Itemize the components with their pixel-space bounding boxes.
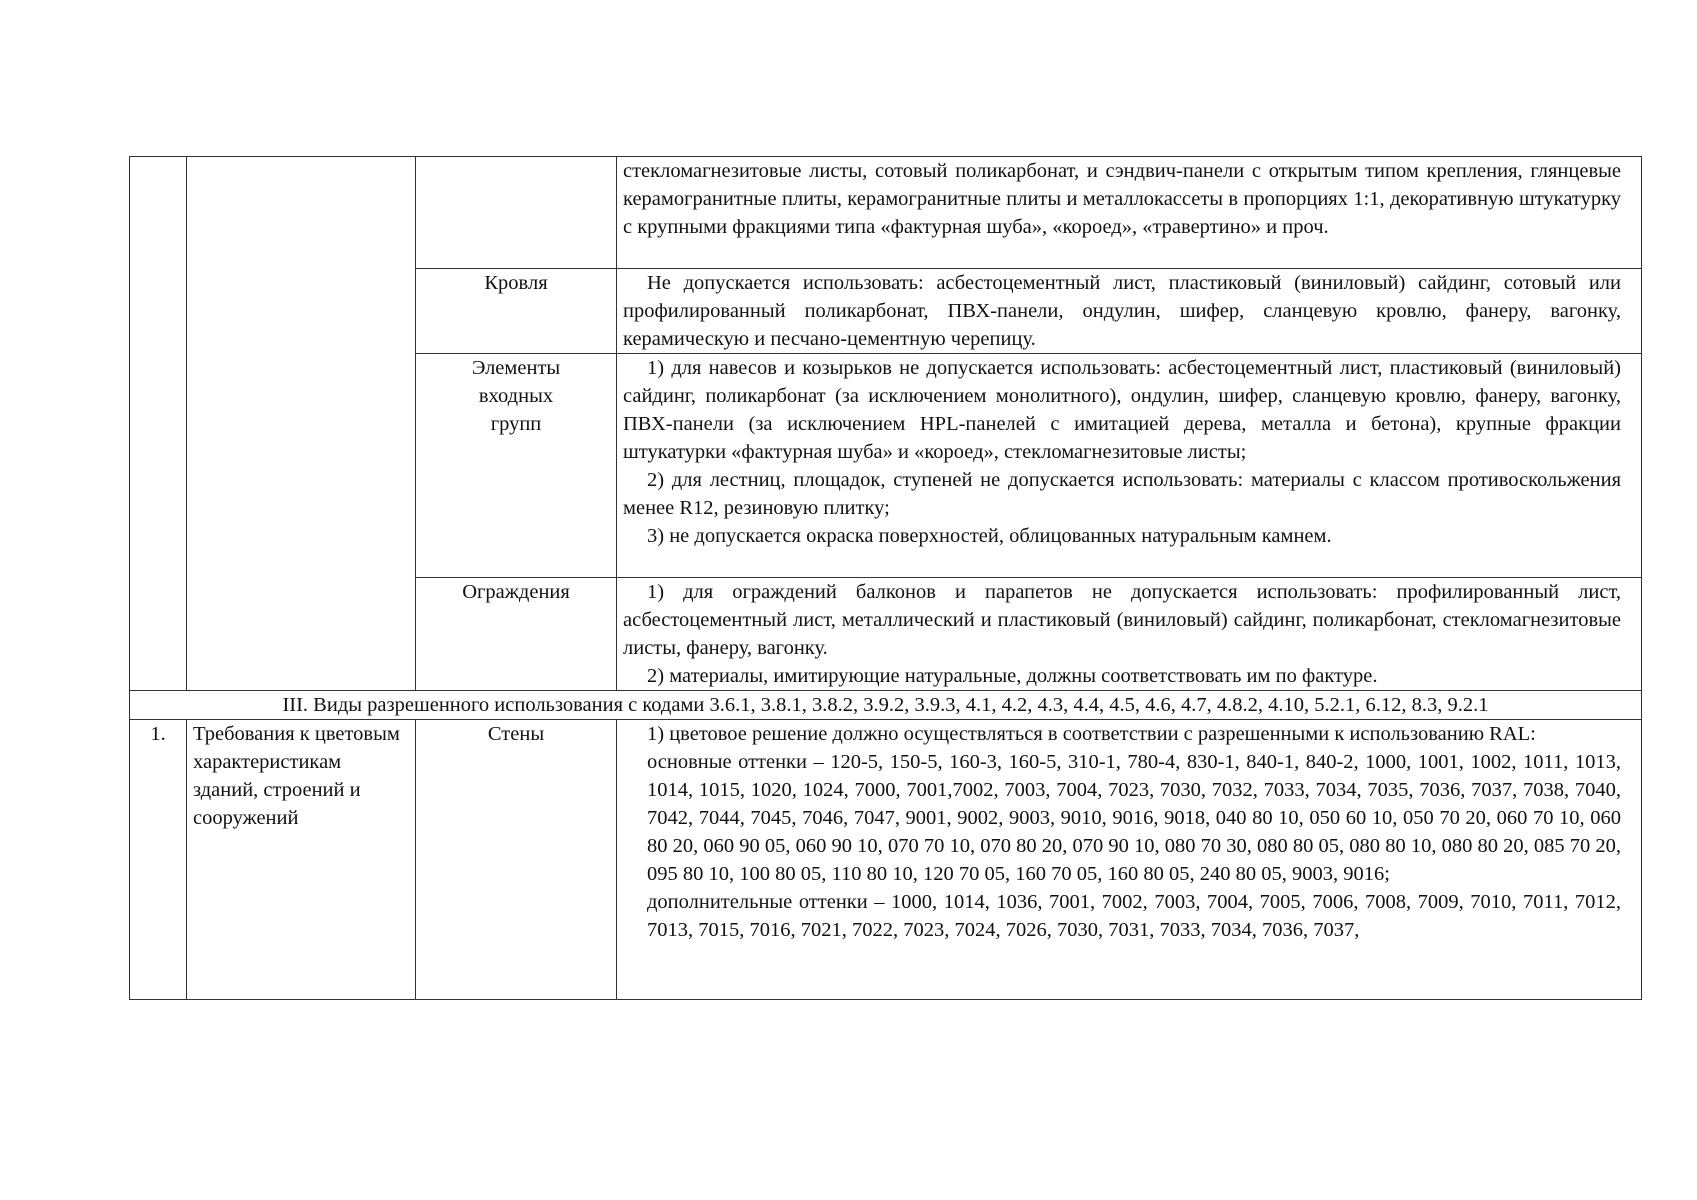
description-cell [617,157,1642,269]
table-row [130,157,1642,269]
requirement-cell: Требования к цветовым характеристикам зданий, строений и сооружений [187,720,416,1000]
color-intro-paragraph: 1) цветовое решение должно осуществляться в соответствии с разрешенными к использованию RAL: [647,723,1536,745]
item-number: 1. [130,720,187,1000]
section-header-row [130,691,1642,720]
number-cell-continued [130,157,187,691]
description-paragraph: 2) для лестниц, площадок, ступеней не допускается использовать: материалы с классом противоскольжения менее R12, резиновую плитку; [623,469,1621,519]
additional-shades-paragraph: дополнительные оттенки – 1000, 1014, 1036, 7001, 7002, 7003, 7004, 7005, 7006, 7008, 7009, 7010, 7011, 7012, 7013, 7015, 7016, 7021, 7022, 7023, 7024, 7026, 7030, 7031, 7033, 7034, 7036, 7037, [647,891,1621,941]
description-cell [617,578,1642,691]
description-paragraph: Не допускается использовать: асбестоцементный лист, пластиковый (виниловый) сайдинг, сотовый или профилированный поликарбонат, ПВХ-панели, ондулин, шифер, сланцевую кровлю, фанеру, вагонку, керамическую и песчано-цементную черепицу. [623,272,1621,350]
element-cell-fences: Ограждения [416,578,617,691]
main-shades-paragraph: основные оттенки – 120-5, 150-5, 160-3, 160-5, 310-1, 780-4, 830-1, 840-1, 840-2, 1000, 1001, 1002, 1011, 1013, 1014, 1015, 1020, 1024, 7000, 7001,7002, 7003, 7004, 7023, 7030, 7032, 7033, 7034, 7035, 7036, 7037, 7038, 7040, 7042, 7044, 7045, 7046, 7047, 9001, 9002, 9003, 9010, 9016, 9018, 040 80 10, 050 60 10, 050 70 20, 060 70 10, 060 80 20, 060 90 05, 060 90 10, 070 70 10, 070 80 20, 070 90 10, 080 70 30, 080 80 05, 080 80 10, 080 80 20, 085 70 20, 095 80 10, 100 80 05, 110 80 10, 120 70 05, 160 70 05, 160 80 05, 240 80 05, 9003, 9016; [647,751,1621,885]
description-paragraph: 1) для навесов и козырьков не допускается использовать: асбестоцементный лист, пластиковый (виниловый) сайдинг, поликарбонат (за исключением монолитного), ондулин, шифер, сланцевую кровлю, фанеру, вагонку, ПВХ-панели (за исключением HPL-панелей с имитацией дерева, металла и бетона), крупные фракции штукатурки «фактурная шуба» и «короед», стекломагнезитовые листы; [623,357,1621,463]
requirements-table [129,156,1642,1000]
description-cell [617,720,1642,1000]
element-cell-walls: Стены [416,720,617,1000]
element-cell-entrance-groups: Элементы входных групп [416,354,617,578]
description-paragraph: 2) материалы, имитирующие натуральные, должны соответствовать им по фактуре. [647,665,1378,687]
table-row [130,720,1642,1000]
description-paragraph: стекломагнезитовые листы, сотовый поликарбонат, и сэндвич-панели с открытым типом крепления, глянцевые керамогранитные плиты, керамогранитные плиты и металлокассеты в пропорциях 1:1, декоративную штукатурку с крупными фракциями типа «фактурная шуба», «короед», «травертино» и проч. [623,160,1621,238]
element-cell-roof: Кровля [416,269,617,354]
description-cell [617,354,1642,578]
section-header: III. Виды разрешенного использования с кодами 3.6.1, 3.8.1, 3.8.2, 3.9.2, 3.9.3, 4.1, 4.2, 4.3, 4.4, 4.5, 4.6, 4.7, 4.8.2, 4.10, 5.2.1, 6.12, 8.3, 9.2.1 [130,691,1642,720]
element-cell [416,157,617,269]
description-paragraph: 3) не допускается окраска поверхностей, облицованных натуральным камнем. [647,525,1332,547]
description-paragraph: 1) для ограждений балконов и парапетов не допускается использовать: профилированный лист, асбестоцементный лист, металлический и пластиковый (виниловый) сайдинг, поликарбонат, стекломагнезитовые листы, фанеру, вагонку. [623,581,1621,659]
description-cell [617,269,1642,354]
requirement-cell-continued [187,157,416,691]
